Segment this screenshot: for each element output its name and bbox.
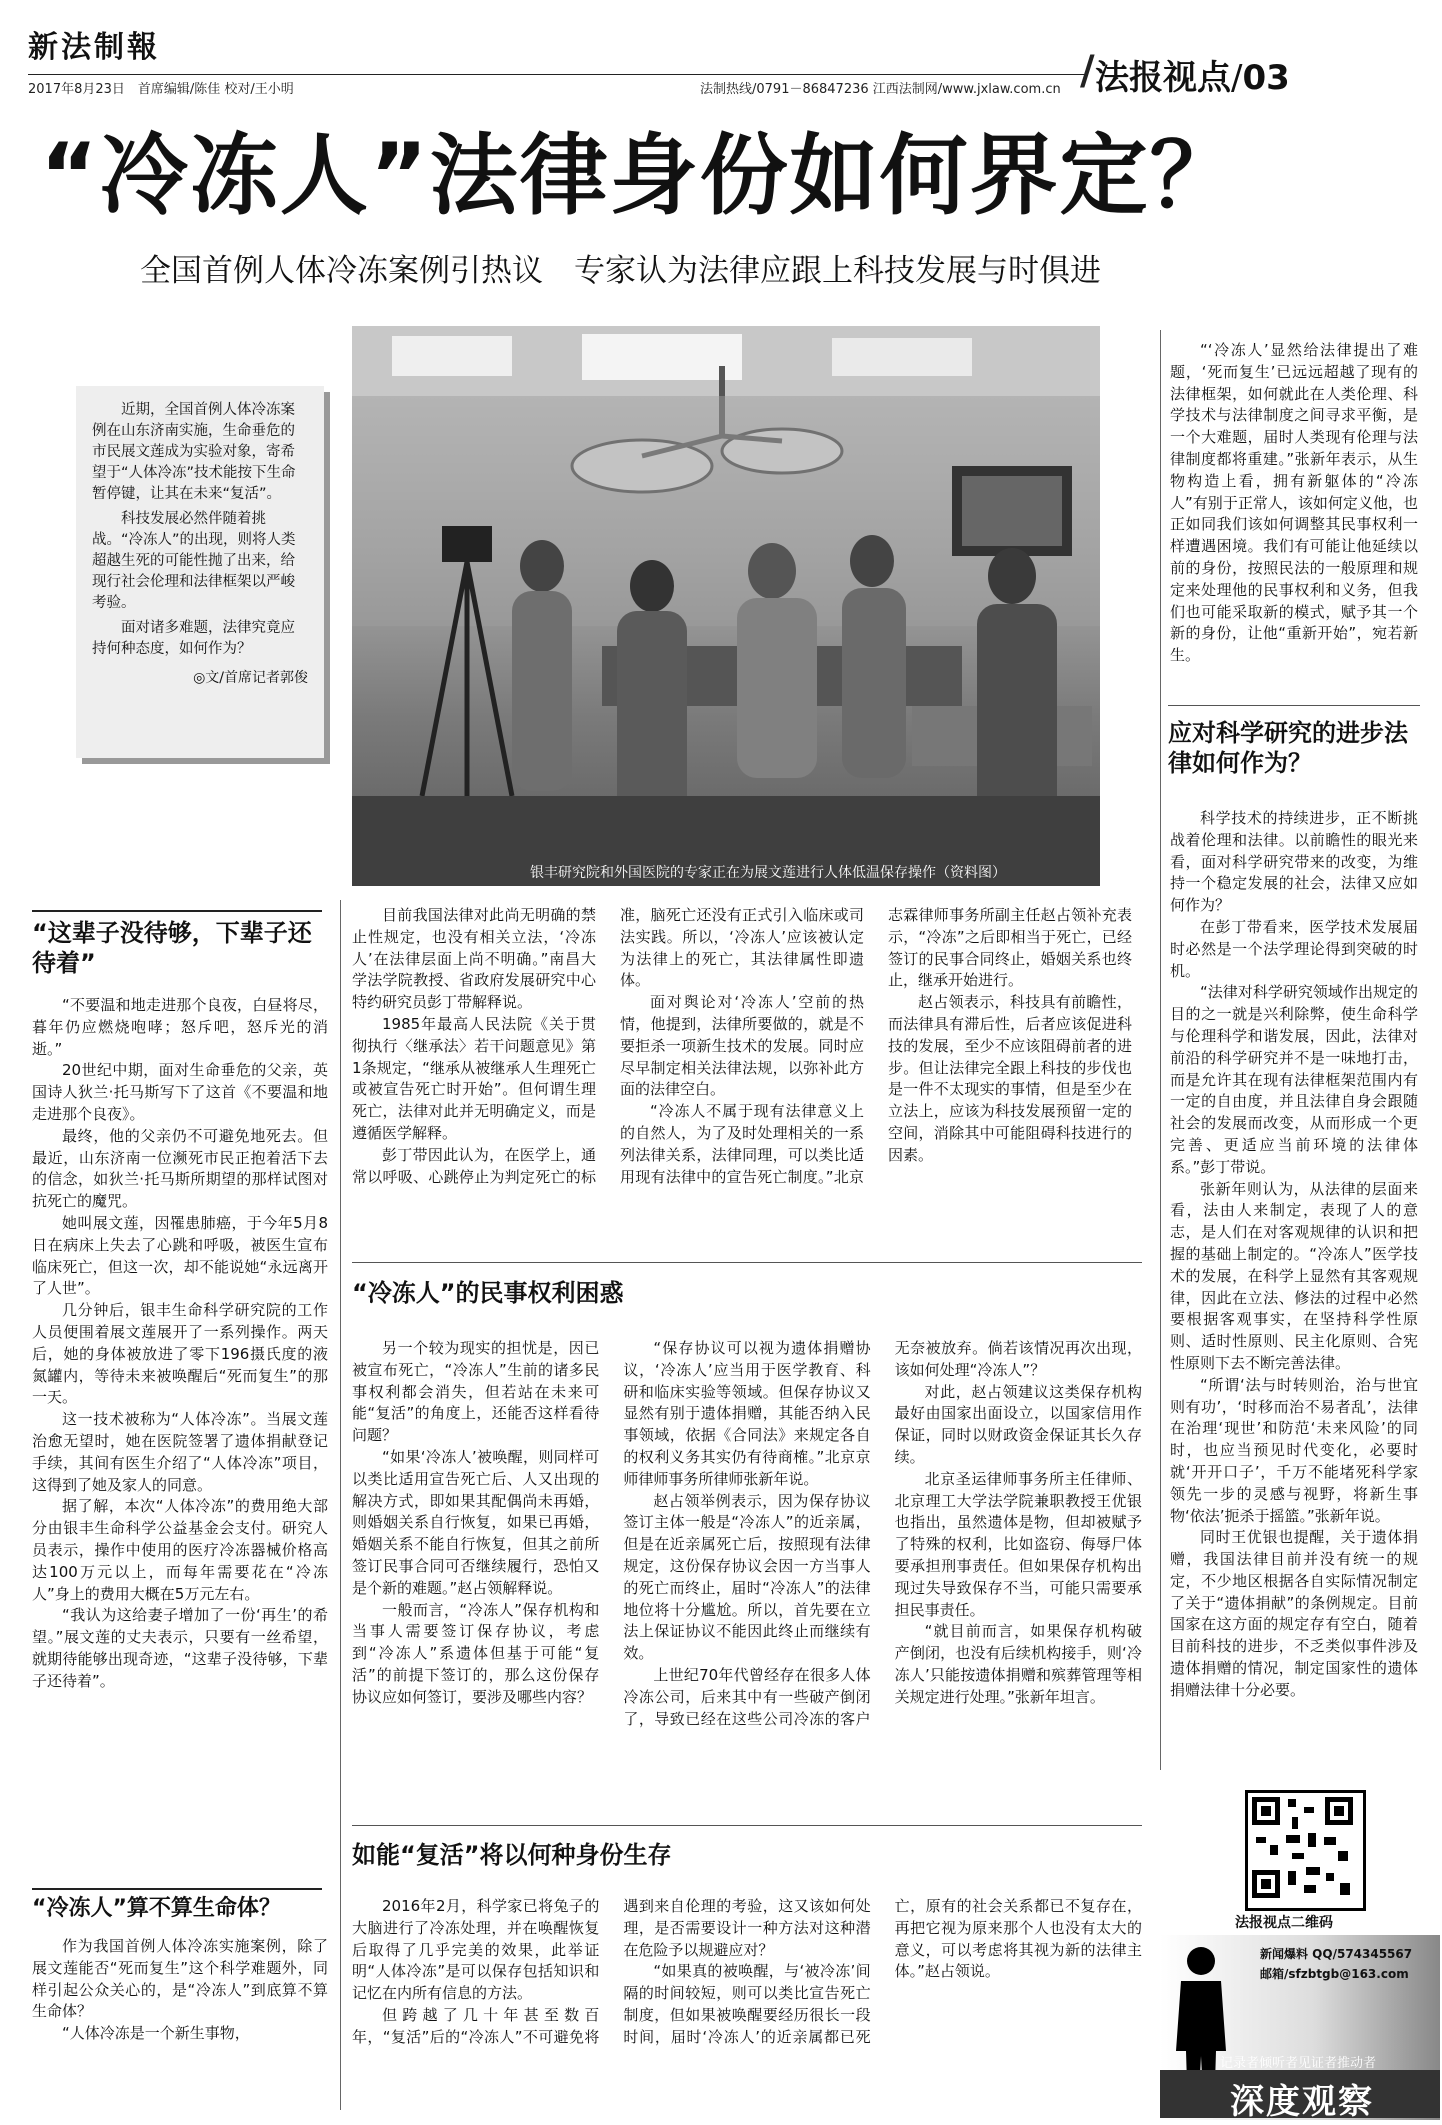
body-paragraph: 另一个较为现实的担忧是，因已被宣布死亡，“冷冻人”生前的诸多民事权利都会消失，但若站在未来可能“复活”的角度上，还能否这样看待问题？ xyxy=(352,1339,600,1445)
body-paragraph: “我认为这给妻子增加了一份‘再生’的希望。”展文莲的丈夫表示，只要有一丝希望，就期待能够出现奇迹，“这辈子没待够，下辈子还待着”。 xyxy=(32,1606,328,1690)
body-paragraph: 上世纪70年代曾经存在很多人体冷冻公司，后来其中有一些破产倒闭了，导致已经在这些公司冷冻的客户无奈被放弃。倘若该情况再次出现，该如何处理“冷冻人”？ xyxy=(623,1339,1142,1728)
body-paragraph: 几分钟后，银丰生命科学研究院的工作人员便围着展文莲展开了一系列操作。两天后，她的身体被放进了零下196摄氏度的液氮罐内，等待未来被唤醒后“死而复生”的那一天。 xyxy=(32,1301,328,1407)
body-paragraph: 面对舆论对‘冷冻人’空前的热情，他提到，法律所要做的，就是不要拒杀一项新生技术的发展。同时应尽早制定相关法律法规，以弥补此方面的法律空白。 xyxy=(620,993,864,1099)
section-slash: / xyxy=(1080,48,1095,94)
section-4-body xyxy=(352,1896,1142,2111)
body-paragraph: “所谓‘法与时转则治，治与世宜则有功’，‘时移而治不易者乱’，法律在治理‘现世’和防范‘未来风险’的同时，也应当预见时代变化，必要时就‘开开口子’，千万不能堵死科学家领先一步的灵感与视野，将新生事物‘依法’扼杀于摇篮。”张新年说。 xyxy=(1170,1375,1418,1525)
body-paragraph: 张新年则认为，从法律的层面来看，法由人来制定，表现了人的意志，是人们在对客观规律的认识和把握的基础上制定的。“冷冻人”医学技术的发展，在科学上显然有其客观规律，因此在立法、修法的过程中必然要根据客观事实，在坚持科学性原则、适时性原则、民主化原则、合宪性原则下去不断完善法律。 xyxy=(1170,1179,1418,1372)
body-paragraph: 2016年2月，科学家已将兔子的大脑进行了冷冻处理，并在唤醒恢复后取得了几乎完美的效果，此举证明“人体冷冻”是可以保存包括知识和记忆在内所有信息的方法。 xyxy=(352,1897,600,2003)
intro-box xyxy=(76,386,324,758)
section-2-continued-body xyxy=(352,905,1132,1235)
section-heading-2: “冷冻人”算不算生命体？ xyxy=(32,1888,322,1924)
byline: ◎文/首席记者郭俊 xyxy=(193,670,308,686)
body-paragraph: 同时王优银也提醒，关于遗体捐赠，我国法律目前并没有统一的规定，不少地区根据各自实际情况制定了关于“遗体捐献”的条例规定。目前国家在这方面的规定存有空白，随着目前科技的进步，不乏类似事件涉及遗体捐赠的情况，制定国家性的遗体捐赠法律十分必要。 xyxy=(1170,1528,1418,1699)
section-3-body xyxy=(352,1338,1142,1808)
news-photo xyxy=(352,326,1100,886)
body-paragraph: 但跨越了几十年甚至数百年，“复活”后的“冷冻人”不可避免将遇到来自伦理的考验，这又该如何处理，是否需要设计一种方法对这种潜在危险予以规避应对？ xyxy=(352,1897,871,2046)
body-paragraph: 最终，他的父亲仍不可避免地死去。但最近，山东济南一位濒死市民正抱着活下去的信念，如狄兰·托马斯所期望的那样试图对抗死亡的魔咒。 xyxy=(32,1126,328,1211)
date-line: 2017年8月23日 首席编辑/陈佳 校对/王小明 xyxy=(28,82,294,97)
promo-qq: 新闻爆料 QQ/574345567 xyxy=(1260,1947,1413,1961)
body-paragraph: “法律对科学研究领域作出规定的目的之一就是兴利除弊，使生命科学与伦理科学和谐发展，因此，法律对前沿的科学研究并不是一味地打击，而是允许其在现有法律框架范围内有一定的自由度，并且法律自身会跟随社会的发展而改变，从而形成一个更完善、更适应当前环境的法律体系。”彭丁带说。 xyxy=(1170,983,1418,1176)
body-paragraph: 赵占领举例表示，因为保存协议签订主体一般是“冷冻人”的近亲属，但是在近亲属死亡后，按照现有法律规定，这份保存协议会因一方当事人的死亡而终止，届时“冷冻人”的法律地位将十分尴尬。所以，首先要在立法上保证协议不能因此终止而继续有效。 xyxy=(623,1491,871,1663)
intro-paragraph: 近期，全国首例人体冷冻案例在山东济南实施，生命垂危的市民展文莲成为实验对象，寄希望于“人体冷冻”技术能按下生命暂停键，让其在未来“复活”。 xyxy=(92,402,296,502)
surgery-scene-illustration xyxy=(352,326,1100,886)
column-rule xyxy=(1160,330,1161,1770)
intro-paragraph: 科技发展必然伴随着挑战。“冷冻人”的出现，则将人类超越生死的可能性抛了出来，给现行社会伦理和法律框架以严峻考验。 xyxy=(92,511,296,611)
section-title: 法报视点/03 xyxy=(1095,58,1290,98)
body-paragraph: 目前我国法律对此尚无明确的禁止性规定，也没有相关立法，‘冷冻人’在法律层面上尚不明确。”南昌大学法学院教授、省政府发展研究中心特约研究员彭丁带解释说。 xyxy=(352,906,596,1012)
section-1-body xyxy=(32,995,328,1835)
body-paragraph: “就目前而言，如果保存机构破产倒闭，也没有后续机构接手，则‘冷冻人’只能按遗体捐赠和殡葬管理等相关规定进行处理。”张新年坦言。 xyxy=(894,1622,1142,1706)
body-paragraph: “冷冻人不属于现有法律意义上的自然人，为了及时处理相关的一系列法律关系，法律同理，可以类比适用现有法律中的宣告死亡制度。”北京志霖律师事务所副主任赵占领补充表示，“冷冻”之后即相当于死亡，已经签订的民事合同终止，婚姻关系也终止，继承开始进行。 xyxy=(620,906,1132,1186)
section-heading-1: “这辈子没待够，下辈子还待着” xyxy=(32,910,322,978)
section-heading-4: 如能“复活”将以何种身份生存 xyxy=(352,1841,672,1869)
body-paragraph: 对此，赵占领建议这类保存机构最好由国家出面设立，以国家信用作保证，同时以财政资金保证其长久存续。 xyxy=(894,1382,1142,1466)
body-paragraph: 科学技术的持续进步，正不断挑战着伦理和法律。以前瞻性的眼光来看，面对科学研究带来的改变，为维持一个稳定发展的社会，法律又应如何作为？ xyxy=(1170,809,1418,915)
promo-email: 邮箱/sfzbtgb@163.com xyxy=(1260,1967,1409,1981)
body-paragraph: “不要温和地走进那个良夜，白昼将尽，暮年仍应燃烧咆哮；怒斥吧，怒斥光的消逝。” xyxy=(32,996,328,1058)
body-paragraph: “如果真的被唤醒，与‘被冷冻’间隔的时间较短，则可以类比宣告死亡制度，但如果被唤醒要经历很长一段时间，届时‘冷冻人’的近亲属都已死亡，原有的社会关系都已不复存在，再把它视为原来那个人也没有太大的意义，可以考虑将其视为新的法律主体。”赵占领说。 xyxy=(623,1897,1142,2046)
section-heading-3: “冷冻人”的民事权利困惑 xyxy=(352,1279,624,1307)
page-number: 03 xyxy=(1242,58,1290,98)
section-5-body xyxy=(1170,808,1418,1773)
promo-slogan: 记录者倾听者见证者推动者 xyxy=(1220,2056,1377,2071)
qr-code[interactable] xyxy=(1245,1790,1366,1911)
qr-label: 法报视点二维码 xyxy=(1235,1915,1333,1931)
body-paragraph: 赵占领表示，科技具有前瞻性，而法律具有滞后性，后者应该促进科技的发展，至少不应该阻碍前者的进步。但让法律完全跟上科技的步伐也是一件不太现实的事情，但是至少在立法上，应该为科技发展预留一定的空间，消除其中可能阻碍科技进行的因素。 xyxy=(888,993,1132,1164)
section-4-continued-body xyxy=(1170,340,1418,680)
section-rule xyxy=(352,1825,1142,1826)
section-rule xyxy=(1168,705,1420,706)
body-paragraph: 她叫展文莲，因罹患肺癌，于今年5月8日在病床上失去了心跳和呼吸，被医生宣布临床死亡，但这一次，却不能说她“永远离开了人世”。 xyxy=(32,1213,328,1298)
headline: “冷冻人”法律身份如何界定？ xyxy=(40,124,1240,227)
promo-title-bar xyxy=(1160,2056,1440,2122)
column-rule xyxy=(340,900,341,2110)
body-paragraph: 彭丁带因此认为，在医学上，通常以呼吸、心跳停止为判定死亡的标准，脑死亡还没有正式引入临床或司法实践。所以，‘冷冻人’应该被认定为法律上的死亡，其法律属性即遗体。 xyxy=(352,906,864,1186)
masthead-name: 新法制報 xyxy=(28,30,160,65)
subheadline: 全国首例人体冷冻案例引热议 专家认为法律应跟上科技发展与时俱进 xyxy=(140,253,1101,289)
body-paragraph: 一般而言，“冷冻人”保存机构和当事人需要签订保存协议，考虑到“冷冻人”系遗体但基于可能“复活”的前提下签订的，那么这份保存协议应如何签订，要涉及哪些内容？ xyxy=(352,1600,600,1706)
body-paragraph: 在彭丁带看来，医学技术发展届时必然是一个法学理论得到突破的时机。 xyxy=(1170,917,1418,980)
body-paragraph: 北京圣运律师事务所主任律师、北京理工大学法学院兼职教授王优银也指出，虽然遗体是物，但却被赋予了特殊的权利，比如盗窃、侮辱尸体要承担刑事责任。但如果保存机构出现过失导致保存不当，可能只需要承担民事责任。 xyxy=(894,1469,1142,1619)
section-rule xyxy=(352,1262,1142,1263)
body-paragraph: 据了解，本次“人体冷冻”的费用绝大部分由银丰生命科学公益基金会支付。研究人员表示，操作中使用的医疗冷冻器械价格高达100万元以上，而每年需要花在“冷冻人”身上的费用大概在5万元左右。 xyxy=(32,1497,328,1603)
contact-line: 法制热线/0791－86847236 江西法制网/www.jxlaw.com.cn xyxy=(700,82,1061,97)
section-heading-5: 应对科学研究的进步法律如何作为？ xyxy=(1168,719,1408,777)
qr-pattern xyxy=(1248,1793,1357,1902)
body-paragraph: “如果‘冷冻人’被唤醒，则同样可以类比适用宣告死亡后、人又出现的解决方式，即如果其配偶尚未再婚，则婚姻关系自行恢复，如果已再婚，婚姻关系不能自行恢复，但其之前所签订民事合同可否继续履行，恐怕又是个新的难题。”赵占领解释说。 xyxy=(352,1447,600,1597)
promo-title: 深度观察 xyxy=(1230,2082,1374,2122)
body-paragraph: 这一技术被称为“人体冷冻”。当展文莲治愈无望时，她在医院签署了遗体捐献登记手续，其间有医生介绍了“人体冷冻”项目，这得到了她及家人的同意。 xyxy=(32,1410,328,1494)
body-paragraph: “保存协议可以视为遗体捐赠协议，‘冷冻人’应当用于医学教育、科研和临床实验等领域。但保存协议又显然有别于遗体捐赠，其能否纳入民事领域，依据《合同法》来规定各自的权利义务其实仍有待商榷。”北京京师律师事务所律师张新年说。 xyxy=(623,1339,871,1488)
photo-caption: 银丰研究院和外国医院的专家正在为展文莲进行人体低温保存操作（资料图） xyxy=(530,865,1006,881)
body-paragraph: “‘冷冻人’显然给法律提出了难题，‘死而复生’已远远超越了现有的法律框架，如何就此在人类伦理、科学技术与法律制度之间寻求平衡，是一个大难题，届时人类现有伦理与法律制度都将重建。”张新年表示，从生物构造上看，拥有新躯体的“冷冻人”有别于正常人，该如何定义他，也正如同我们该如何调整其民事权利一样遭遇困境。我们有可能让他延续以前的身份，按照民法的一般原理和规定来处理他的民事权利和义务，但我们也可能采取新的模式，赋予其一个新的身份，让他“重新开始”，宛若新生。 xyxy=(1170,341,1418,665)
body-paragraph: 20世纪中期，面对生命垂危的父亲，英国诗人狄兰·托马斯写下了这首《不要温和地走进那个良夜》。 xyxy=(32,1061,328,1123)
header-rule xyxy=(28,74,1088,75)
section-2-body xyxy=(32,1936,328,2116)
intro-paragraph: 面对诸多难题，法律究竟应持何种态度，如何作为？ xyxy=(92,620,295,657)
body-paragraph: 作为我国首例人体冷冻实施案例，除了展文莲能否“死而复生”这个科学难题外，同样引起公众关心的，是“冷冻人”到底算不算生命体？ xyxy=(32,1937,328,2021)
body-paragraph: 1985年最高人民法院《关于贯彻执行〈继承法〉若干问题意见》第1条规定，“继承从被继承人生理死亡或被宣告死亡时开始”。但何谓生理死亡，法律对此并无明确定义，而是遵循医学解释。 xyxy=(352,1014,596,1142)
body-paragraph: “人体冷冻是一个新生事物， xyxy=(62,2024,250,2043)
